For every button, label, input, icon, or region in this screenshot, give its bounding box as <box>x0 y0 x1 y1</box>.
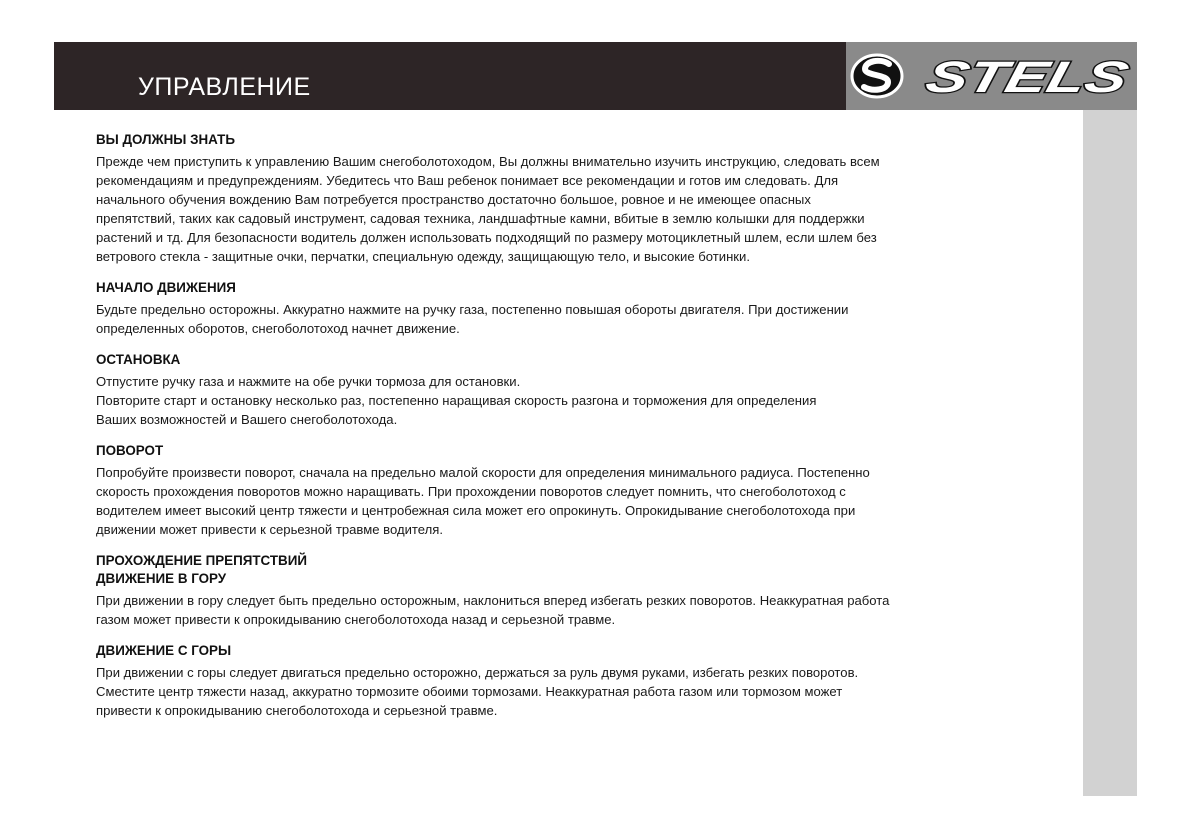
paragraph-line: Повторите старт и остановку несколько раз, постепенно наращивая скорость разгона и торможения для определения <box>96 393 817 408</box>
section-heading: ВЫ ДОЛЖНЫ ЗНАТЬ <box>96 132 235 147</box>
section-downhill <box>96 642 1071 720</box>
section-paragraph <box>96 463 1071 539</box>
paragraph-line: растений и тд. Для безопасности водитель должен использовать подходящий по размеру мотоциклетный шлем, если шлем без <box>96 230 877 245</box>
section-paragraph <box>96 300 1071 338</box>
section-you-must-know <box>96 131 1071 266</box>
section-subheading: ДВИЖЕНИЕ В ГОРУ <box>96 571 227 586</box>
paragraph-line: водителем имеет высокий центр тяжести и центробежная сила может его опрокинуть. Опрокидывание снегоболотохода при <box>96 503 856 518</box>
section-start-moving <box>96 279 1071 338</box>
paragraph-line: начального обучения вождению Вам потребуется пространство достаточно большое, ровное и не имеющее опасных <box>96 192 811 207</box>
paragraph-line: Ваших возможностей и Вашего снегоболотохода. <box>96 412 398 427</box>
paragraph-line: препятствий, таких как садовый инструмент, садовая техника, ландшафтные камни, вбитые в землю колышки для поддержки <box>96 211 865 226</box>
section-heading: ПОВОРОТ <box>96 443 164 458</box>
section-paragraph <box>96 152 1071 266</box>
paragraph-line: привести к опрокидыванию снегоболотохода и серьезной травме. <box>96 703 498 718</box>
section-heading: ОСТАНОВКА <box>96 352 181 367</box>
section-paragraph <box>96 663 1071 720</box>
section-heading: ДВИЖЕНИЕ С ГОРЫ <box>96 643 232 658</box>
side-strip <box>1083 110 1137 796</box>
section-heading: НАЧАЛО ДВИЖЕНИЯ <box>96 280 236 295</box>
section-paragraph <box>96 591 1071 629</box>
section-turning <box>96 442 1071 539</box>
paragraph-line: Сместите центр тяжести назад, аккуратно тормозите обоими тормозами. Неаккуратная работа газом или тормозом может <box>96 684 843 699</box>
stels-s-emblem-icon <box>852 55 902 97</box>
paragraph-line: Прежде чем приступить к управлению Вашим снегоболотоходом, Вы должны внимательно изучить инструкцию, следовать всем <box>96 154 880 169</box>
paragraph-line: определенных оборотов, снегоболотоход начнет движение. <box>96 321 460 336</box>
document-body <box>96 131 1071 733</box>
paragraph-line: При движении с горы следует двигаться предельно осторожно, держаться за руль двумя руками, избегать резких поворотов. <box>96 665 859 680</box>
brand-wordmark: STELS <box>921 53 1075 102</box>
header-bar <box>54 42 1137 110</box>
section-paragraph <box>96 372 1071 429</box>
paragraph-line: ветрового стекла - защитные очки, перчатки, специальную одежду, защищающую тело, и высокие ботинки. <box>96 249 750 264</box>
paragraph-line: Попробуйте произвести поворот, сначала на предельно малой скорости для определения минимального радиуса. Постепенно <box>96 465 870 480</box>
stels-logo <box>846 42 1137 110</box>
paragraph-line: движении может привести к серьезной травме водителя. <box>96 522 443 537</box>
paragraph-line: газом может привести к опрокидыванию снегоболотохода назад и серьезной травме. <box>96 612 616 627</box>
section-heading: ПРОХОЖДЕНИЕ ПРЕПЯТСТВИЙ <box>96 553 307 568</box>
page-title: УПРАВЛЕНИЕ <box>138 73 311 101</box>
paragraph-line: Отпустите ручку газа и нажмите на обе ручки тормоза для остановки. <box>96 374 521 389</box>
brand-logo <box>846 42 1137 110</box>
paragraph-line: При движении в гору следует быть предельно осторожным, наклониться вперед избегать резких поворотов. Неаккуратная работа <box>96 593 890 608</box>
section-obstacles-uphill <box>96 552 1071 629</box>
paragraph-line: Будьте предельно осторожны. Аккуратно нажмите на ручку газа, постепенно повышая обороты двигателя. При достижении <box>96 302 849 317</box>
section-stopping <box>96 351 1071 429</box>
paragraph-line: скорость прохождения поворотов можно наращивать. При прохождении поворотов следует помнить, что снегоболотоход с <box>96 484 846 499</box>
paragraph-line: рекомендациям и предупреждениям. Убедитесь что Ваш ребенок понимает все рекомендации и готов им следовать. Для <box>96 173 839 188</box>
